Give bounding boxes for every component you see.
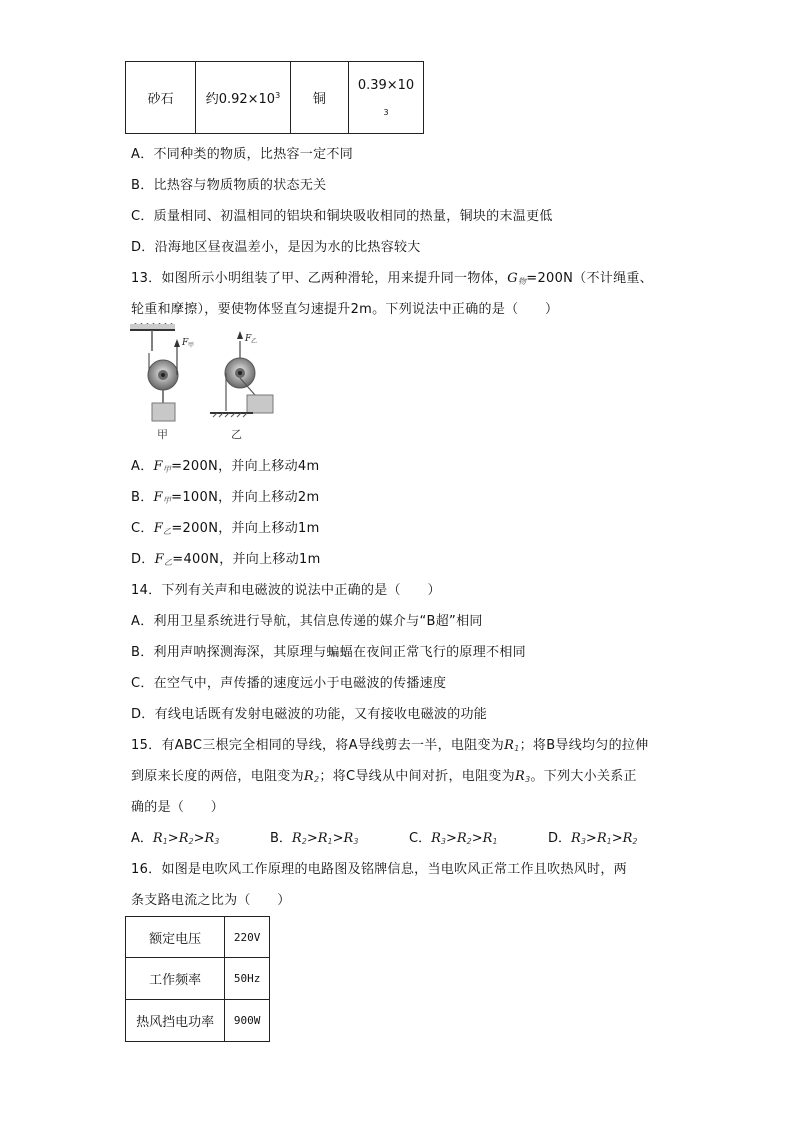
q15-stem-line3: 确的是（ ） <box>131 800 225 815</box>
symbol: R <box>152 831 163 846</box>
text: > <box>332 831 344 846</box>
q16-stem-line2: 条支路电流之比为（ ） <box>131 893 291 908</box>
subscript: 3 <box>440 837 446 846</box>
q15-option-a <box>131 827 219 846</box>
text: ；将C导线从中间对折，电阻变为 <box>319 769 515 784</box>
text: =100N，并向上移动2m <box>171 490 320 505</box>
weight-block-jia <box>152 403 175 421</box>
symbol: R <box>596 831 607 846</box>
subscript: 3 <box>580 837 586 846</box>
text: A． <box>131 831 153 846</box>
material-name: 砂石 <box>147 92 174 107</box>
symbol: R <box>317 831 328 846</box>
symbol: R <box>482 831 493 846</box>
q15-option-b <box>270 827 358 846</box>
text: C． <box>131 521 154 536</box>
specific-heat-value: 0.39×10 <box>357 78 415 93</box>
q15-option-c <box>409 827 498 846</box>
symbol: R <box>178 831 189 846</box>
table-cell <box>126 62 196 134</box>
symbol: R <box>514 769 526 784</box>
subscript: 1 <box>162 837 168 846</box>
text: B． <box>270 831 292 846</box>
text: B． <box>131 490 154 505</box>
symbol: R <box>343 831 354 846</box>
subscript: 甲 <box>162 496 172 505</box>
force-label-yi: F <box>245 334 252 344</box>
symbol: R <box>456 831 467 846</box>
subscript: 3 <box>525 775 531 784</box>
symbol: R <box>622 831 633 846</box>
q14-option-c: C．在空气中，声传播的速度远小于电磁波的传播速度 <box>131 676 447 691</box>
specific-heat-table <box>125 61 424 134</box>
text: > <box>167 831 179 846</box>
text: 15．有ABC三根完全相同的导线，将A导线剪去一半，电阻变为 <box>131 738 505 753</box>
arrow-up-icon <box>237 331 243 339</box>
q13-option-a <box>131 455 319 475</box>
table-cell: 额定电压 <box>126 917 225 958</box>
q15-stem-line2 <box>131 765 637 784</box>
q12-option-d: D．沿海地区昼夜温差小，是因为水的比热容较大 <box>131 240 421 255</box>
figure-label-yi: 乙 <box>231 428 242 441</box>
subscript: 2 <box>466 837 472 846</box>
q14-option-d: D．有线电话既有发射电磁波的功能，又有接收电磁波的功能 <box>131 707 488 722</box>
symbol: F <box>153 490 163 505</box>
text: > <box>585 831 597 846</box>
figure-label-jia: 甲 <box>157 428 168 441</box>
symbol: R <box>303 769 314 784</box>
symbol: R <box>504 738 515 753</box>
floor-hatch <box>210 413 253 417</box>
subscript: 物 <box>517 277 527 286</box>
subscript: 1 <box>492 837 498 846</box>
text: ；将B导线均匀的拉伸 <box>519 738 649 753</box>
q12-option-a: A．不同种类的物质，比热容一定不同 <box>131 147 353 162</box>
text: C． <box>409 831 432 846</box>
subscript: 1 <box>514 744 520 753</box>
force-label-jia: F <box>182 338 189 348</box>
force-sub-yi: 乙 <box>251 338 258 345</box>
symbol: F <box>153 521 164 536</box>
subscript: 乙 <box>163 558 173 567</box>
text: 到原来长度的两倍，电阻变为 <box>131 769 304 784</box>
table-cell: 工作频率 <box>126 958 225 1000</box>
q13-option-c <box>131 517 320 537</box>
subscript: 3 <box>214 837 220 846</box>
symbol: R <box>571 831 581 846</box>
text: > <box>471 831 483 846</box>
q15-option-d <box>548 827 638 846</box>
q16-stem-line1: 16．如图是电吹风工作原理的电路图及铭牌信息，当电吹风正常工作且吹热风时，两 <box>131 862 627 877</box>
pulley-figure <box>125 323 285 443</box>
text: =200N，并向上移动4m <box>171 459 320 474</box>
text: > <box>193 831 205 846</box>
subscript: 甲 <box>162 465 172 474</box>
subscript: 2 <box>314 775 320 784</box>
q13-stem-line2: 轮重和摩擦），要使物体竖直匀速提升2m。下列说法中正确的是（ ） <box>131 302 559 317</box>
symbol: F <box>153 459 163 474</box>
q15-stem-line1 <box>131 734 649 753</box>
table-cell <box>349 62 424 134</box>
exponent: 3 <box>383 108 389 117</box>
table-cell <box>290 62 348 134</box>
q12-option-c: C．质量相同、初温相同的铝块和铜块吸收相同的热量，铜块的末温更低 <box>131 209 553 224</box>
arrow-up-icon <box>174 339 180 347</box>
symbol: R <box>431 831 441 846</box>
table-cell: 50Hz <box>225 958 270 1000</box>
symbol: R <box>204 831 215 846</box>
symbol: G <box>507 271 518 286</box>
subscript: 2 <box>188 837 194 846</box>
table-cell: 220V <box>225 917 270 958</box>
subscript: 2 <box>632 837 638 846</box>
ceiling-hatch <box>130 323 175 330</box>
table-cell <box>196 62 291 134</box>
text: A． <box>131 459 154 474</box>
text: D． <box>548 831 572 846</box>
subscript: 3 <box>353 837 359 846</box>
text: =200N（不计绳重、 <box>526 271 653 286</box>
q12-option-b: B．比热容与物质物质的状态无关 <box>131 178 327 193</box>
nameplate-table <box>125 916 270 1042</box>
q13-stem-line1 <box>131 267 653 287</box>
subscript: 1 <box>327 837 333 846</box>
text: =200N，并向上移动1m <box>171 521 320 536</box>
q14-stem: 14．下列有关声和电磁波的说法中正确的是（ ） <box>131 583 441 598</box>
subscript: 2 <box>301 837 307 846</box>
pulley-diagram <box>125 323 285 443</box>
symbol: R <box>291 831 302 846</box>
text: =400N，并向上移动1m <box>172 552 321 567</box>
subscript: 1 <box>606 837 612 846</box>
subscript: 乙 <box>163 527 172 536</box>
q14-option-b: B．利用声呐探测海深，其原理与蝙蝠在夜间正常飞行的原理不相同 <box>131 645 526 660</box>
text: 。下列大小关系正 <box>530 769 637 784</box>
text: > <box>445 831 457 846</box>
text: > <box>306 831 318 846</box>
force-sub-jia: 甲 <box>188 342 195 349</box>
weight-block-yi <box>247 395 273 413</box>
q13-option-d <box>131 548 321 568</box>
table-cell: 900W <box>225 1000 270 1042</box>
symbol: F <box>154 552 164 567</box>
text: D． <box>131 552 155 567</box>
text: 13．如图所示小明组装了甲、乙两种滑轮，用来提升同一物体， <box>131 271 508 286</box>
table-cell: 热风挡电功率 <box>126 1000 225 1042</box>
exponent: 3 <box>275 91 281 100</box>
q13-option-b <box>131 486 319 506</box>
q14-option-a: A．利用卫星系统进行导航，其信息传递的媒介与“B超”相同 <box>131 614 483 629</box>
material-name: 铜 <box>312 92 326 107</box>
specific-heat-value: 约0.92×10 <box>205 92 276 107</box>
text: > <box>611 831 623 846</box>
